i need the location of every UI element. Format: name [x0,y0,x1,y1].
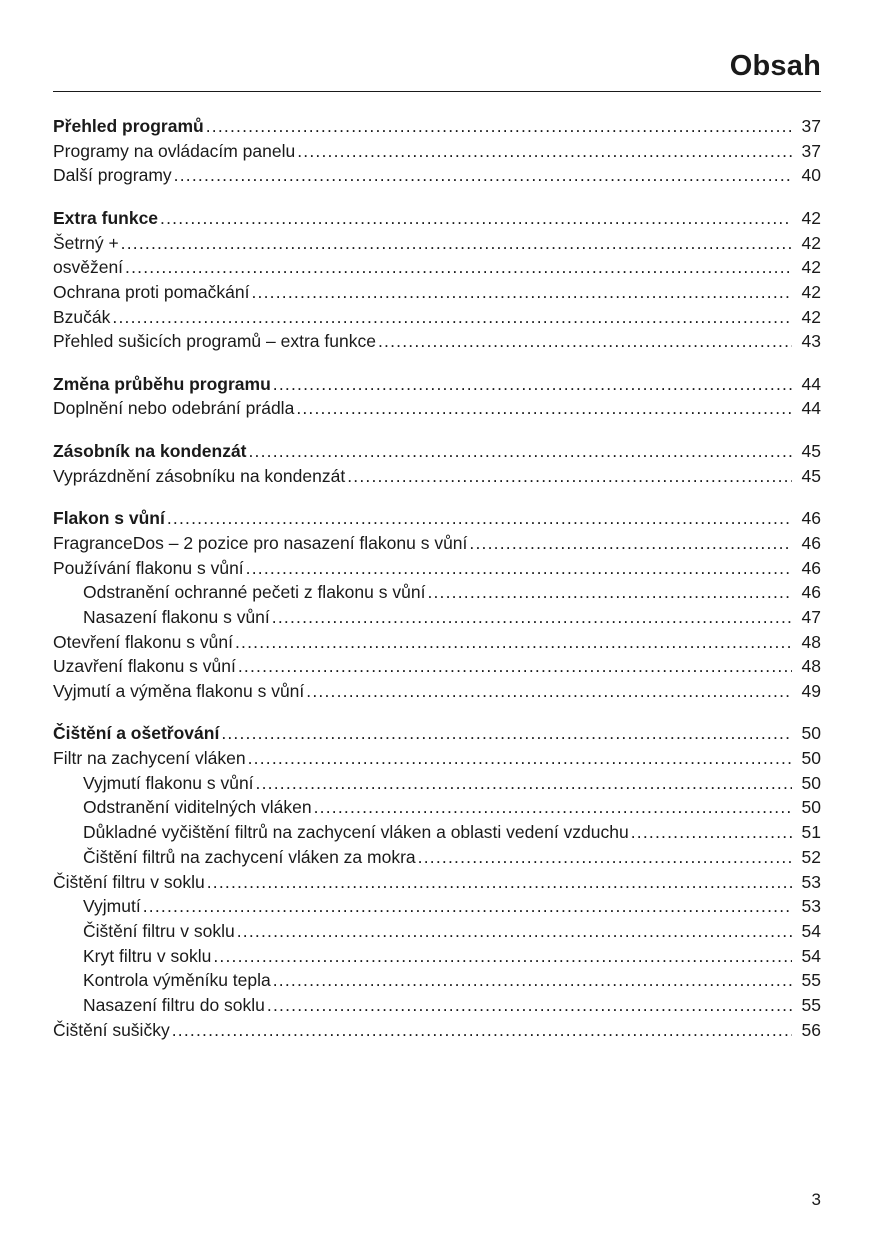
dot-leader [631,820,792,845]
toc-subentry[interactable] [53,580,821,605]
toc-entry[interactable] [53,556,821,581]
toc-subentry[interactable] [53,944,821,969]
toc-entry[interactable] [53,305,821,330]
toc-entry-label: Čištění sušičky [53,1019,170,1040]
toc-entry-label: Další programy [53,165,172,186]
toc-entry-page: 55 [801,994,821,1015]
dot-leader [112,305,792,330]
toc-entry-label: osvěžení [53,257,124,278]
toc-entry-label: Čištění filtru v soklu [53,871,205,892]
toc-entry[interactable] [53,531,821,556]
dot-leader [248,746,792,771]
toc-entry[interactable] [53,1018,821,1043]
toc-entry-label: Odstranění viditelných vláken [83,797,312,818]
toc-entry[interactable] [53,746,821,771]
dot-leader [267,993,792,1018]
toc-section [53,439,821,488]
toc-entry-label: Extra funkce [53,207,159,228]
dot-leader [246,556,792,581]
toc-entry-label: Filtr na zachycení vláken [53,748,246,769]
toc-entry[interactable] [53,654,821,679]
toc-entry-page: 54 [801,920,821,941]
toc-entry-label: Šetrný + [53,232,119,253]
toc-entry[interactable] [53,870,821,895]
dot-leader [296,396,792,421]
dot-leader [306,679,792,704]
toc-subentry[interactable] [53,993,821,1018]
toc-entry-label: Nasazení flakonu s vůní [83,606,270,627]
toc-entry-page: 42 [801,281,821,302]
toc-heading-entry[interactable] [53,206,821,231]
toc-section [53,721,821,1042]
dot-leader [167,506,792,531]
toc-entry-label: Vyprázdnění zásobníku na kondenzát [53,465,346,486]
toc-entry-label: Doplnění nebo odebrání prádla [53,398,295,419]
toc-entry-page: 37 [801,140,821,161]
toc-entry-page: 46 [801,532,821,553]
toc-entry-label: Nasazení filtru do soklu [83,994,265,1015]
toc-heading-entry[interactable] [53,372,821,397]
toc-entry-label: Bzučák [53,306,111,327]
toc-entry-label: Vyjmutí a výměna flakonu s vůní [53,680,305,701]
toc-entry-label: Vyjmutí [83,896,141,917]
page-number: 3 [811,1190,821,1209]
toc-entry[interactable] [53,396,821,421]
toc-entry[interactable] [53,139,821,164]
toc-entry-page: 40 [801,165,821,186]
toc-entry-label: Čištění filtru v soklu [83,920,235,941]
toc-entry-page: 53 [801,871,821,892]
toc-entry-label: Zásobník na kondenzát [53,440,247,461]
toc-entry-label: Ochrana proti pomačkání [53,281,250,302]
toc-entry-page: 55 [801,970,821,991]
toc-entry-page: 49 [801,680,821,701]
toc-subentry[interactable] [53,820,821,845]
toc-entry[interactable] [53,329,821,354]
toc-section [53,506,821,704]
toc-entry-page: 50 [801,772,821,793]
toc-entry[interactable] [53,464,821,489]
toc-entry-label: Přehled sušicích programů – extra funkce [53,331,376,352]
toc-subentry[interactable] [53,605,821,630]
dot-leader [469,531,792,556]
toc-entry-label: Programy na ovládacím panelu [53,140,296,161]
toc-section [53,206,821,354]
toc-entry-page: 50 [801,723,821,744]
toc-entry[interactable] [53,280,821,305]
dot-leader [213,944,792,969]
toc-entry-page: 46 [801,582,821,603]
dot-leader [273,968,792,993]
dot-leader [206,114,792,139]
dot-leader [378,329,792,354]
dot-leader [347,464,792,489]
dot-leader [221,721,792,746]
toc-entry-page: 44 [801,373,821,394]
toc-entry[interactable] [53,255,821,280]
toc-entry-label: Odstranění ochranné pečeti z flakonu s vůní [83,582,426,603]
dot-leader [237,919,792,944]
toc-entry[interactable] [53,163,821,188]
dot-leader [314,795,792,820]
dot-leader [174,163,792,188]
dot-leader [252,280,793,305]
toc-entry-page: 45 [801,465,821,486]
toc-entry-page: 42 [801,306,821,327]
dot-leader [160,206,792,231]
toc-heading-entry[interactable] [53,506,821,531]
toc-entry-label: Kryt filtru v soklu [83,945,212,966]
toc-entry-page: 54 [801,945,821,966]
table-of-contents [53,114,821,1060]
toc-subentry[interactable] [53,894,821,919]
toc-entry-page: 44 [801,398,821,419]
dot-leader [125,255,792,280]
toc-subentry[interactable] [53,919,821,944]
toc-entry-page: 52 [801,846,821,867]
toc-entry-page: 51 [801,822,821,843]
dot-leader [143,894,792,919]
dot-leader [256,771,792,796]
toc-entry-label: Vyjmutí flakonu s vůní [83,772,254,793]
dot-leader [273,372,792,397]
dot-leader [121,231,792,256]
page-title: Obsah [729,50,821,82]
toc-heading-entry[interactable] [53,114,821,139]
toc-entry-label: Změna průběhu programu [53,373,271,394]
toc-entry-page: 50 [801,748,821,769]
toc-heading-entry[interactable] [53,439,821,464]
toc-subentry[interactable] [53,845,821,870]
dot-leader [427,580,792,605]
toc-entry-label: Používání flakonu s vůní [53,557,244,578]
toc-section [53,372,821,421]
header-rule [53,91,821,92]
dot-leader [418,845,792,870]
toc-entry[interactable] [53,630,821,655]
toc-entry-page: 46 [801,557,821,578]
toc-entry-label: Čištění filtrů na zachycení vláken za mokra [83,846,416,867]
toc-entry-page: 42 [801,232,821,253]
toc-entry-page: 45 [801,440,821,461]
toc-entry-page: 48 [801,631,821,652]
toc-entry-page: 37 [801,116,821,136]
toc-entry-label: Flakon s vůní [53,508,165,529]
dot-leader [249,439,793,464]
toc-entry-label: Uzavření flakonu s vůní [53,656,236,677]
toc-entry-page: 42 [801,257,821,278]
toc-subentry[interactable] [53,968,821,993]
toc-entry-page: 53 [801,896,821,917]
toc-entry-label: Kontrola výměníku tepla [83,970,271,991]
toc-entry-page: 50 [801,797,821,818]
dot-leader [207,870,792,895]
toc-entry-label: Přehled programů [53,116,204,136]
dot-leader [238,654,792,679]
toc-entry-page: 43 [801,331,821,352]
toc-entry[interactable] [53,679,821,704]
toc-subentry[interactable] [53,795,821,820]
dot-leader [235,630,792,655]
toc-entry-label: Čištění a ošetřování [53,723,220,744]
toc-entry-label: FragranceDos – 2 pozice pro nasazení flakonu s vůní [53,532,468,553]
toc-entry-page: 47 [801,606,821,627]
dot-leader [172,1018,792,1043]
toc-entry-page: 56 [801,1019,821,1040]
toc-entry[interactable] [53,231,821,256]
toc-entry-page: 42 [801,207,821,228]
toc-entry-page: 48 [801,656,821,677]
toc-heading-entry[interactable] [53,721,821,746]
dot-leader [297,139,792,164]
toc-entry-page: 46 [801,508,821,529]
toc-subentry[interactable] [53,771,821,796]
toc-entry-label: Důkladné vyčištění filtrů na zachycení vláken a oblasti vedení vzduchu [83,822,629,843]
dot-leader [272,605,792,630]
toc-section [53,114,821,188]
toc-entry-label: Otevření flakonu s vůní [53,631,233,652]
